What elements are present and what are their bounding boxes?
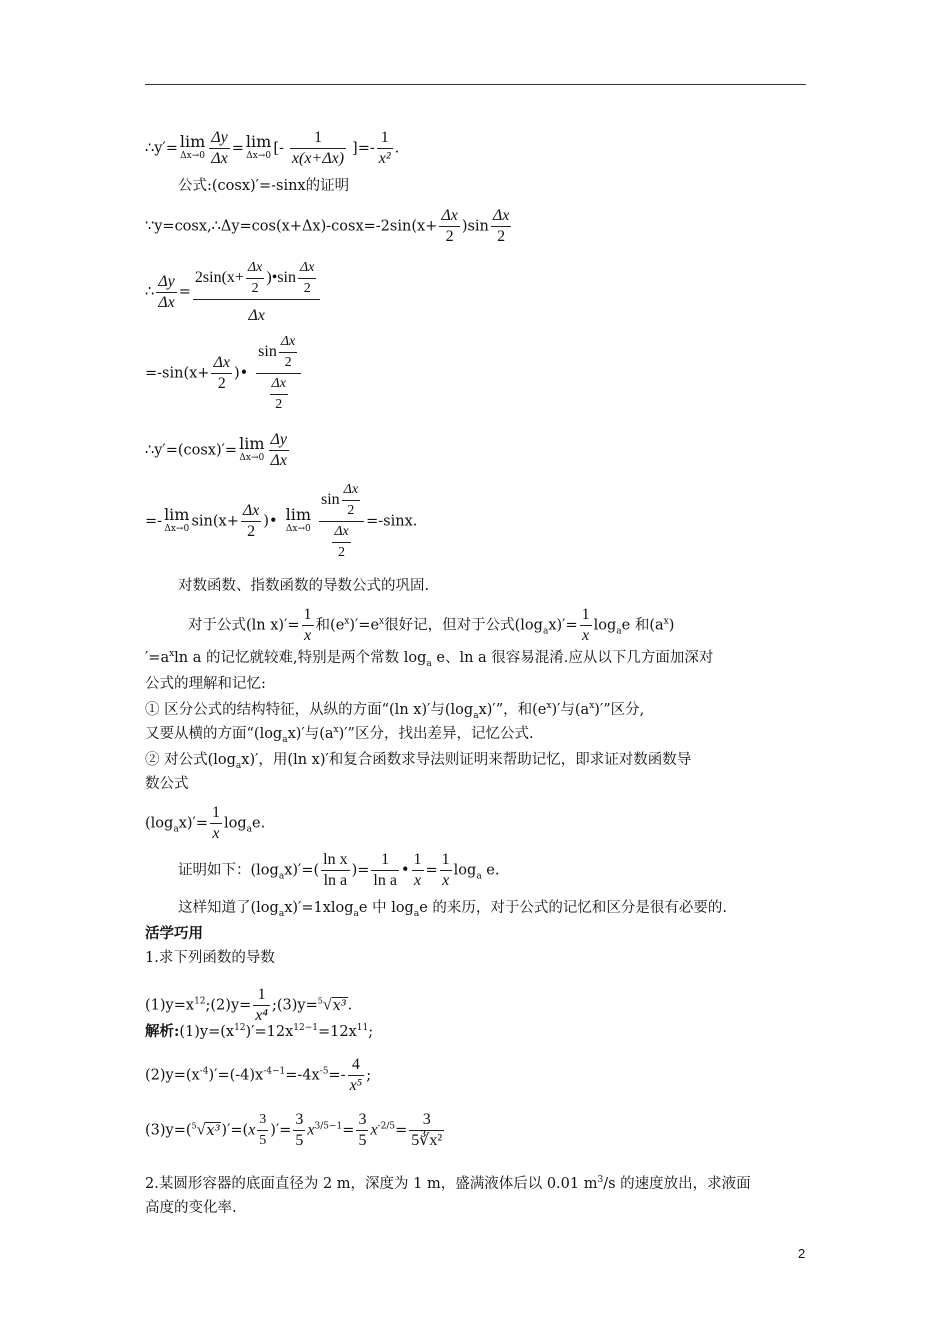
paragraph-line-p8: 数公式 (145, 776, 189, 792)
paragraph-line-p3: $'=a^x\ln$ a 的记忆就较难,特别是两个常数 $\log_a e$、ln a 很容易混淆.应从以下几方面加深对 (145, 649, 714, 669)
limit-symbol: lim Δx→0 (179, 131, 206, 161)
question-1-items: $(1)y=x^{12};(2)y=$ $\frac{1}{\text{x⁴}}$ ;(3)y=$^5$√x³. (145, 986, 353, 1024)
paragraph-log-exp: 对数函数、指数函数的导数公式的巩固. (178, 578, 430, 594)
answer-3: (3)y=($^5$√x³)′=(x $\frac{3}{5}$ )′= $\frac{3}{5}$ $x^{3/5-1}=$ $\frac{3}{5}$ $x^{-2/5}=$ $\frac{3}{\text{5∛x²}}$ (145, 1111, 443, 1149)
header-rule (145, 84, 806, 85)
formula-line-4: ∴ $\frac{\Delta y}{\Delta x}$ = 2sin(x+ $\frac{\Delta x}{2}$ )•sin $\frac{\Delta x}{2}$ Δx (145, 258, 322, 326)
formula-line-5: =-sin(x+ $\frac{\Delta x}{2}$ )• sin $\frac{\Delta x}{2}$ $\frac{\Delta x}{2}$ (145, 332, 303, 415)
paragraph-line-p4: 公式的理解和记忆: (145, 676, 266, 692)
page-number: 2 (798, 1246, 806, 1261)
formula-line-1: ∴y′= lim Δx→0 $\frac{\Delta y}{\Delta x}$ = lim Δx→0 [- $\frac{1}{x(x+\Delta x)}$ ]=- $\frac{1}{\text{x²}}$ . (145, 129, 400, 167)
paragraph-line-p11: 这样知道了$(\log_ax)'=1xlog_ae$ 中 $\log_ae$ 的来历，对于公式的记忆和区分是很有必要的. (178, 900, 728, 919)
formula-title-cos: 公式:(cosx)′=-sinx的证明 (178, 178, 350, 194)
paragraph-line-p7: ② 对公式$(\log_ax)'$，用(ln x)′和复合函数求导法则证明来帮助记忆，即求证对数函数导 (145, 752, 692, 771)
question-2: 2.某圆形容器的底面直径为 2 m，深度为 1 m，盛满液体后以 0.01 $m^3/s$ 的速度放出，求液面 (145, 1175, 751, 1192)
answer-2: $(2)y=(x^{-4})'=(-4)x^{-4-1}=-4x^{-5}=-$ $\frac{4}{\text{x⁵}}$ ; (145, 1056, 372, 1094)
answer-1: 解析$:(1)y=(x^{12})'=12x^{12-1}=12x^{11}$; (145, 1023, 374, 1040)
formula-line-3: ∵y=cosx,∴Δy=cos(x+Δx)-cosx=-2sin(x+ $\frac{\Delta x}{2}$ )sin $\frac{\Delta x}{2}$ (145, 207, 510, 245)
paragraph-line-p6: 又要从横的方面“$(\log_ax)'$与$(a^x)'$”区分，找出差异，记忆公式. (145, 725, 534, 745)
limit-symbol: lim Δx→0 (245, 131, 272, 161)
formula-line-7: =- lim Δx→0 sin(x+ $\frac{\Delta x}{2}$ )• lim Δx→0 sin $\frac{\Delta x}{2}$ $\frac{\Delta x}{2}$ =-sinx. (145, 482, 418, 560)
formula-log-derivative: $(\log_ax)'=$ $\frac{1}{x}$ $\log_ae$. (145, 804, 266, 842)
section-title: 活学巧用 (145, 925, 203, 942)
proof-line: 证明如下：$(\log_ax)'=$( $\frac{\text{ln x}}{\text{ln a}}$ )= $\frac{1}{\text{ln a}}$ • $\frac{1}{x}$ = $\frac{1}{x}$ $\log_a e$. (178, 851, 500, 889)
question-2-cont: 高度的变化率. (145, 1200, 237, 1216)
formula-line-6: ∴y′=(cosx)′= lim Δx→0 $\frac{\Delta y}{\Delta x}$ (145, 431, 287, 469)
paragraph-line-p5: ① 区分公式的结构特征，从纵的方面“(ln x)′与$(\log_ax)'$”，和$(e^x)'$与$(a^x)'$”区分, (145, 701, 645, 721)
question-1: 1.求下列函数的导数 (145, 950, 275, 966)
paragraph-formula-compare: 对于公式(ln x)′= $\frac{1}{x}$ 和$(e^x)'=e^x$很好记，但对于公式$(\log_ax)'=$ $\frac{1}{x}$ $\log_ae$ 和$(a^x)$ (188, 606, 675, 644)
